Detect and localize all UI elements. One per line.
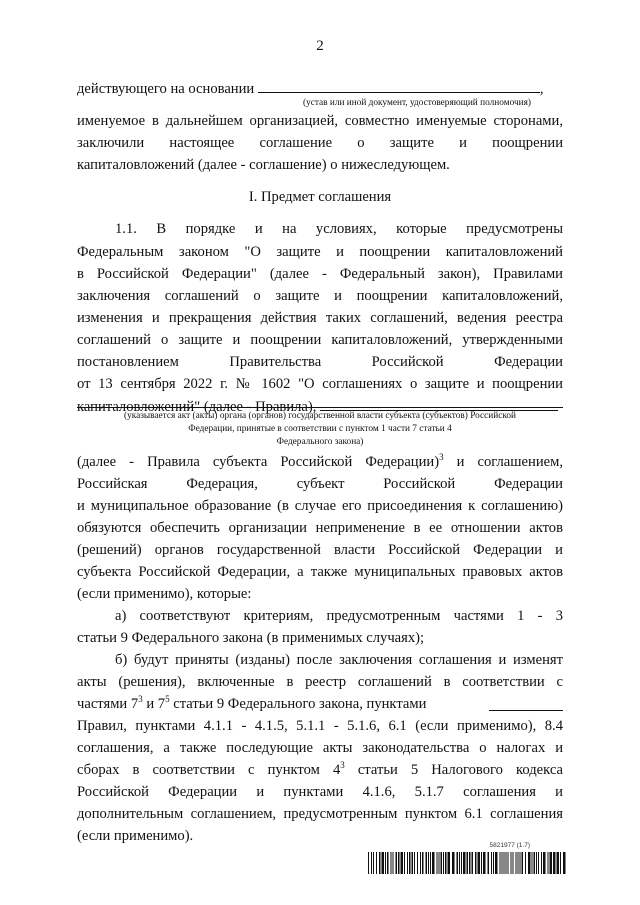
text-line: дополнительным соглашением, предусмотренным пунктом 6.1 соглашения xyxy=(77,806,563,822)
barcode-icon xyxy=(368,852,566,874)
text-fragment: , xyxy=(539,81,544,97)
text-fragment: (далее - Правила субъекта Российской Федерации) xyxy=(77,454,440,470)
text-line: от 13 сентября 2022 г. № 1602 "О соглашениях о защите и поощрении xyxy=(77,376,563,392)
text-line xyxy=(77,760,563,780)
footnote-mark: 3 xyxy=(439,452,444,463)
text-line: и муниципальное образование (в случае его присоединения к соглашению) xyxy=(77,498,563,514)
blank-field-line xyxy=(77,407,563,408)
text-line: именуемое в дальнейшем организацией, совместно именуемые сторонами, xyxy=(77,113,563,129)
barcode-id: 5821977 (1.7) xyxy=(489,842,530,849)
footnote-mark: 3 xyxy=(340,760,345,771)
text-line xyxy=(77,78,563,99)
text-line: б) будут приняты (изданы) после заключения соглашения и изменят xyxy=(115,652,563,668)
section-heading: I. Предмет соглашения xyxy=(248,189,392,205)
text-fragment: и 7 xyxy=(142,696,166,712)
footnote-caption: (устав или иной документ, удостоверяющий полномочия) xyxy=(302,98,532,108)
text-line: (если применимо). xyxy=(77,828,194,844)
text-fragment: статьи 9 Федерального закона, пунктами xyxy=(169,696,427,712)
text-line: обязуются обеспечить организации неприменение в ее отношении актов xyxy=(77,520,563,536)
text-line xyxy=(77,452,563,472)
text-line xyxy=(77,694,563,714)
text-line: Российской Федерации и пунктами 4.1.6, 5.1.7 соглашения и xyxy=(77,784,563,800)
text-line: постановлением Правительства Российской Федерации xyxy=(77,354,563,370)
text-line: изменения и прекращения действия таких соглашений, ведения реестра xyxy=(77,310,563,326)
footnote-mark: 5 xyxy=(165,694,170,705)
text-line: заключили настоящее соглашение о защите и поощрении xyxy=(77,135,563,151)
text-line: капиталовложений (далее - соглашение) о нижеследующем. xyxy=(77,157,450,173)
text-line: а) соответствуют критериям, предусмотренным частями 1 - 3 xyxy=(115,608,563,624)
text-line: соглашений о защите и поощрении капиталовложений, утвержденными xyxy=(77,332,563,348)
text-line: субъекта Российской Федерации, а также муниципальных правовых актов xyxy=(77,564,563,580)
footnote-caption: (указывается акт (акты) органа (органов) государственной власти субъекта (субъектов) Российской xyxy=(123,411,517,421)
text-line: Российская Федерация, субъект Российской Федерации xyxy=(77,476,563,492)
text-line: в Российской Федерации" (далее - Федеральный закон), Правилами xyxy=(77,266,563,282)
text-line: Федеральным законом "О защите и поощрении капиталовложений xyxy=(77,244,563,260)
footnote-mark: 3 xyxy=(138,694,143,705)
text-line: соглашения, а также последующие акты законодательства о налогах и xyxy=(77,740,563,756)
footnote-caption: Федерации, принятые в соответствии с пунктом 1 части 7 статьи 4 xyxy=(188,424,452,434)
blank-field xyxy=(320,396,558,411)
text-fragment: частями 7 xyxy=(77,696,139,712)
text-fragment: действующего на основании xyxy=(77,81,255,97)
text-fragment: статьи 5 Налогового кодекса xyxy=(344,762,563,778)
text-fragment: и соглашением, xyxy=(443,454,563,470)
text-line: (если применимо), которые: xyxy=(77,586,252,602)
blank-field xyxy=(489,696,563,711)
text-line: заключения соглашений о защите и поощрении капиталовложений, xyxy=(77,288,563,304)
footnote-caption: Федерального закона) xyxy=(276,437,364,447)
text-fragment: капиталовложений" (далее - Правила), xyxy=(77,399,317,415)
text-line: 1.1. В порядке и на условиях, которые предусмотрены xyxy=(115,221,563,237)
text-line: Правил, пунктами 4.1.1 - 4.1.5, 5.1.1 - 5.1.6, 6.1 (если применимо), 8.4 xyxy=(77,718,563,734)
text-line: (решений) органов государственной власти Российской Федерации и xyxy=(77,542,563,558)
text-fragment: сборах в соответствии с пунктом 4 xyxy=(77,762,341,778)
text-line: акты (решения), включенные в реестр соглашений в соответствии с xyxy=(77,674,563,690)
text-line: статьи 9 Федерального закона (в применимых случаях); xyxy=(77,630,425,646)
blank-field xyxy=(258,78,540,93)
page-number: 2 xyxy=(316,38,324,54)
